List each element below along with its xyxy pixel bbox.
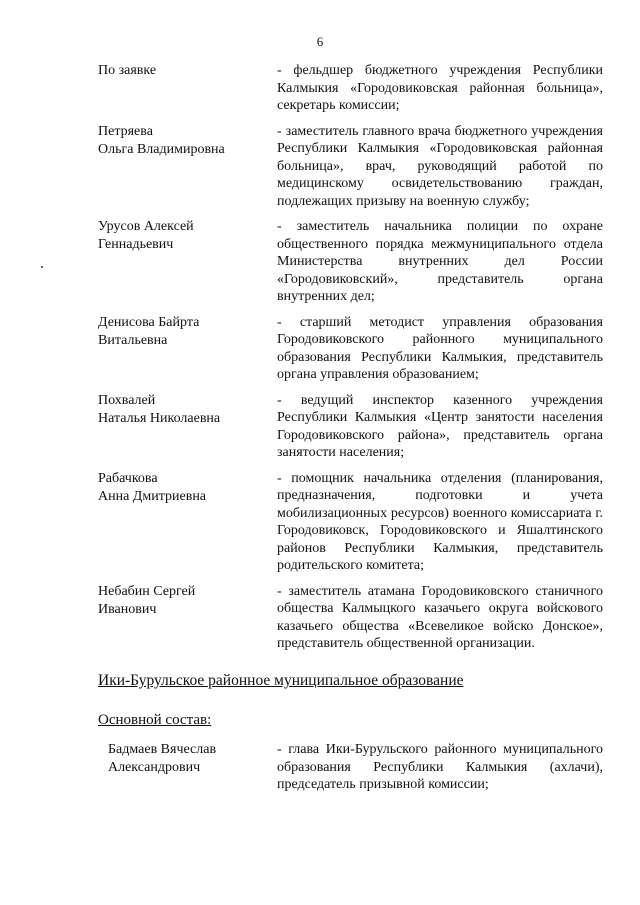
member-entry-chair (0, 741, 640, 794)
member-role: - глава Ики-Бурульского районного муниципального образования Республики Калмыкия (ахлачи), председатель призывной комиссии; (277, 742, 603, 792)
member-given-name: Витальевна (98, 332, 168, 348)
page-number: 6 (316, 34, 324, 49)
member-name (98, 62, 268, 80)
member-name (98, 392, 268, 428)
member-entry-4 (0, 314, 640, 384)
member-surname: Петряева (98, 123, 153, 139)
member-name (98, 314, 268, 350)
member-entry-3 (0, 218, 640, 306)
member-given-name: Наталья Николаевна (98, 410, 221, 426)
member-given-name: Иванович (98, 601, 157, 617)
commission-members-list-2 (0, 741, 640, 794)
member-name (98, 583, 268, 619)
member-name (108, 741, 278, 777)
member-entry-7 (0, 583, 640, 653)
member-role: - старший методист управления образования Городовиковского районного муниципального образования Республики Калмыкия, представитель органа управления образованием; (277, 314, 603, 382)
section-title: Ики-Бурульское районное муниципальное образование (98, 672, 464, 689)
member-role: - заместитель атамана Городовиковского станичного общества Калмыцкого казачьего округа войскового казачьего общества «Всевеликое войско Донское», представитель общественной организации. (277, 583, 603, 651)
commission-members-list (0, 62, 640, 653)
member-name (98, 470, 268, 506)
member-entry-6 (0, 470, 640, 575)
member-given-name: Александрович (108, 760, 201, 775)
member-surname: Денисова Байрта (98, 314, 200, 330)
member-surname: Рабачкова (98, 470, 158, 486)
member-name (98, 218, 268, 254)
member-surname: Урусов Алексей (98, 219, 194, 234)
member-entry-2 (0, 123, 640, 211)
member-role: - ведущий инспектор казенного учреждения Республики Калмыкия «Центр занятости населения Городовиковского района», представитель органа занятости населения; (277, 392, 603, 460)
member-given-name: Ольга Владимировна (98, 141, 225, 157)
subsection-title: Основной состав: (98, 712, 212, 728)
member-name-line: По заявке (98, 63, 157, 78)
member-name (98, 123, 268, 159)
member-role: - заместитель главного врача бюджетного учреждения Республики Калмыкия «Городовиковская районная больница», врач, руководящий работой по медицинскому освидетельствованию граждан, подлежащих призыву на военную службу; (277, 123, 603, 209)
member-given-name: Геннадьевич (98, 237, 174, 252)
member-given-name: Анна Дмитриевна (98, 488, 207, 504)
member-role: - заместитель начальника полиции по охране общественного порядка межмуниципального отдела Министерства внутренних дел России «Городовиковский», представитель органа внутренних дел; (277, 219, 603, 304)
member-role: - помощник начальника отделения (планирования, предназначения, подготовки и учета мобилизационных ресурсов) военного комиссариата г. Городовиковск, Городовиковского и Яшалтинского районов Республики Калмыкия, представитель родительского комитета; (277, 470, 603, 573)
member-surname: Похвалей (98, 392, 156, 408)
member-surname: Бадмаев Вячеслав (108, 742, 217, 757)
member-surname: Небабин Сергей (98, 583, 196, 599)
member-entry-1 (0, 62, 640, 115)
member-role: - фельдшер бюджетного учреждения Республики Калмыкия «Городовиковская районная больница», секретарь комиссии; (277, 63, 603, 113)
member-entry-5 (0, 392, 640, 462)
